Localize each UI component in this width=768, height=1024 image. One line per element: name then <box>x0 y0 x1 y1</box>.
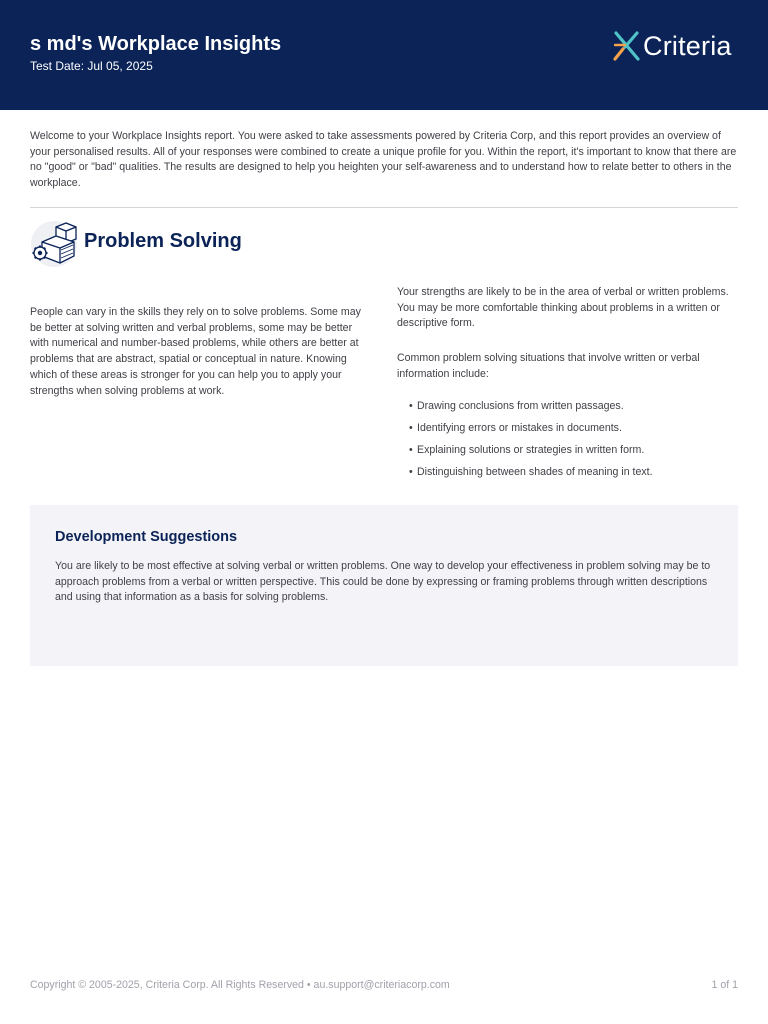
development-text: You are likely to be most effective at solving verbal or written problems. One way to develop your effectiveness in problem solving may be to approach problems from a verbal or written perspective. This could be done by expressing or framing problems through written descriptions and using that information as a basis for solving problems. <box>55 560 711 604</box>
footer-page-number: 1 of 1 <box>711 979 738 991</box>
bullet-glyph: • <box>409 421 413 434</box>
report-title: s md's Workplace Insights <box>30 33 282 55</box>
development-title: Development Suggestions <box>55 529 238 545</box>
footer-copyright: Copyright © 2005-2025, Criteria Corp. All Rights Reserved • au.support@criteriacorp.com <box>30 979 450 991</box>
bullet-glyph: • <box>409 399 413 412</box>
list-item <box>397 399 739 415</box>
bullet-glyph: • <box>409 466 413 479</box>
strengths-paragraph: Your strengths are likely to be in the area of verbal or written problems. You may be more comfortable thinking about problems in a written or descriptive form. <box>397 286 729 330</box>
list-item-text: Identifying errors or mistakes in documents. <box>417 421 622 434</box>
list-item <box>397 443 739 459</box>
test-date: Test Date: Jul 05, 2025 <box>30 59 153 73</box>
list-item <box>397 465 739 481</box>
criteria-logo <box>612 29 732 63</box>
situations-intro: Common problem solving situations that involve written or verbal information include: <box>397 352 700 380</box>
list-item <box>397 421 739 437</box>
situations-list <box>397 399 739 482</box>
section-divider <box>30 207 738 208</box>
problem-solving-cube-gear-icon <box>30 220 78 268</box>
list-item-text: Drawing conclusions from written passages. <box>417 399 624 412</box>
problem-solving-description: People can vary in the skills they rely on to solve problems. Some may be better at solving written and verbal problems, some may be better with numerical and number-based problems, while others are better at problems that are abstract, spatial or conceptual in nature. Knowing which of these areas is stronger for you can help you to apply your strengths when solving problems at work. <box>30 306 361 397</box>
intro-paragraph: Welcome to your Workplace Insights report. You were asked to take assessments powered by Criteria Corp, and this report provides an overview of your personalised results. All of your responses were combined to create a unique profile for you. Within the report, it's important to know that there are no "good" or "bad" qualities. The results are designed to help you heighten your self-awareness and to understand how to relate better to others in the workplace. <box>30 130 737 190</box>
development-suggestions-box <box>30 505 738 666</box>
bullet-glyph: • <box>409 444 413 457</box>
list-item-text: Distinguishing between shades of meaning in text. <box>417 466 653 479</box>
brand-name: Criteria <box>643 31 732 61</box>
report-header <box>0 0 768 110</box>
criteria-x-logo-icon <box>612 29 642 63</box>
list-item-text: Explaining solutions or strategies in written form. <box>417 444 645 457</box>
strengths-column <box>397 285 739 488</box>
section-title: Problem Solving <box>84 230 242 252</box>
